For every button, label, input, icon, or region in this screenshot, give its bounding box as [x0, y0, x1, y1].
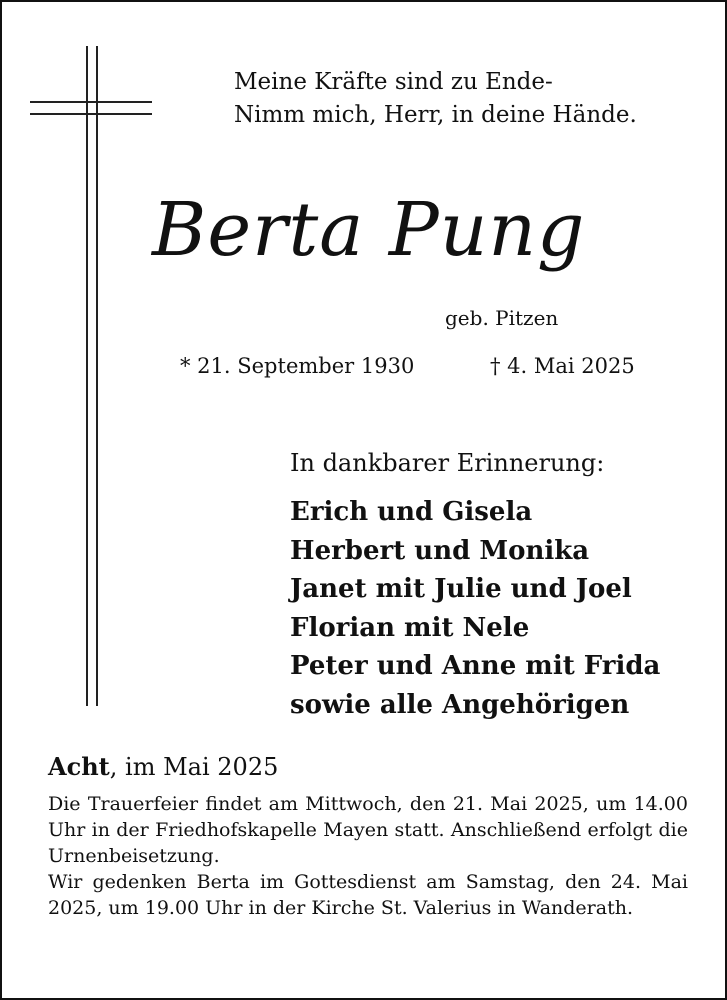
mourners-list — [290, 493, 660, 724]
cross-icon-bar — [30, 113, 152, 115]
deceased-name: Berta Pung — [152, 187, 586, 273]
place-date-line — [48, 752, 278, 781]
mourner-entry: sowie alle Angehörigen — [290, 689, 630, 720]
cross-icon-bar — [30, 101, 152, 103]
place-date: , im Mai 2025 — [109, 753, 279, 781]
mourner-entry: Janet mit Julie und Joel — [290, 574, 632, 604]
verse-line: Meine Kräfte sind zu Ende- — [234, 69, 553, 95]
place-town: Acht — [48, 752, 110, 781]
church-service-info: Wir gedenken Berta im Gottesdienst am Samstag, den 24. Mai 2025, um 19.00 Uhr in der Kirche St. Valerius in Wanderath. — [48, 871, 688, 919]
mourner-entry: Florian mit Nele — [290, 612, 530, 643]
death-date: † 4. Mai 2025 — [490, 354, 635, 378]
maiden-name: geb. Pitzen — [445, 306, 559, 330]
memory-heading: In dankbarer Erinnerung: — [290, 449, 605, 477]
mourner-entry: Herbert und Monika — [290, 535, 590, 566]
cross-icon — [86, 46, 88, 706]
mourner-entry: Erich und Gisela — [290, 497, 533, 527]
verse-line: Nimm mich, Herr, in deine Hände. — [234, 102, 637, 128]
memorial-verse — [234, 66, 637, 132]
cross-icon-line — [96, 46, 98, 706]
birth-date: * 21. September 1930 — [180, 354, 415, 378]
funeral-info: Die Trauerfeier findet am Mittwoch, den 21. Mai 2025, um 14.00 Uhr in der Friedhofskapelle Mayen statt. Anschließend erfolgt die Urnenbeisetzung. — [48, 793, 688, 867]
service-notice — [48, 791, 688, 921]
mourner-entry: Peter und Anne mit Frida — [290, 651, 661, 681]
